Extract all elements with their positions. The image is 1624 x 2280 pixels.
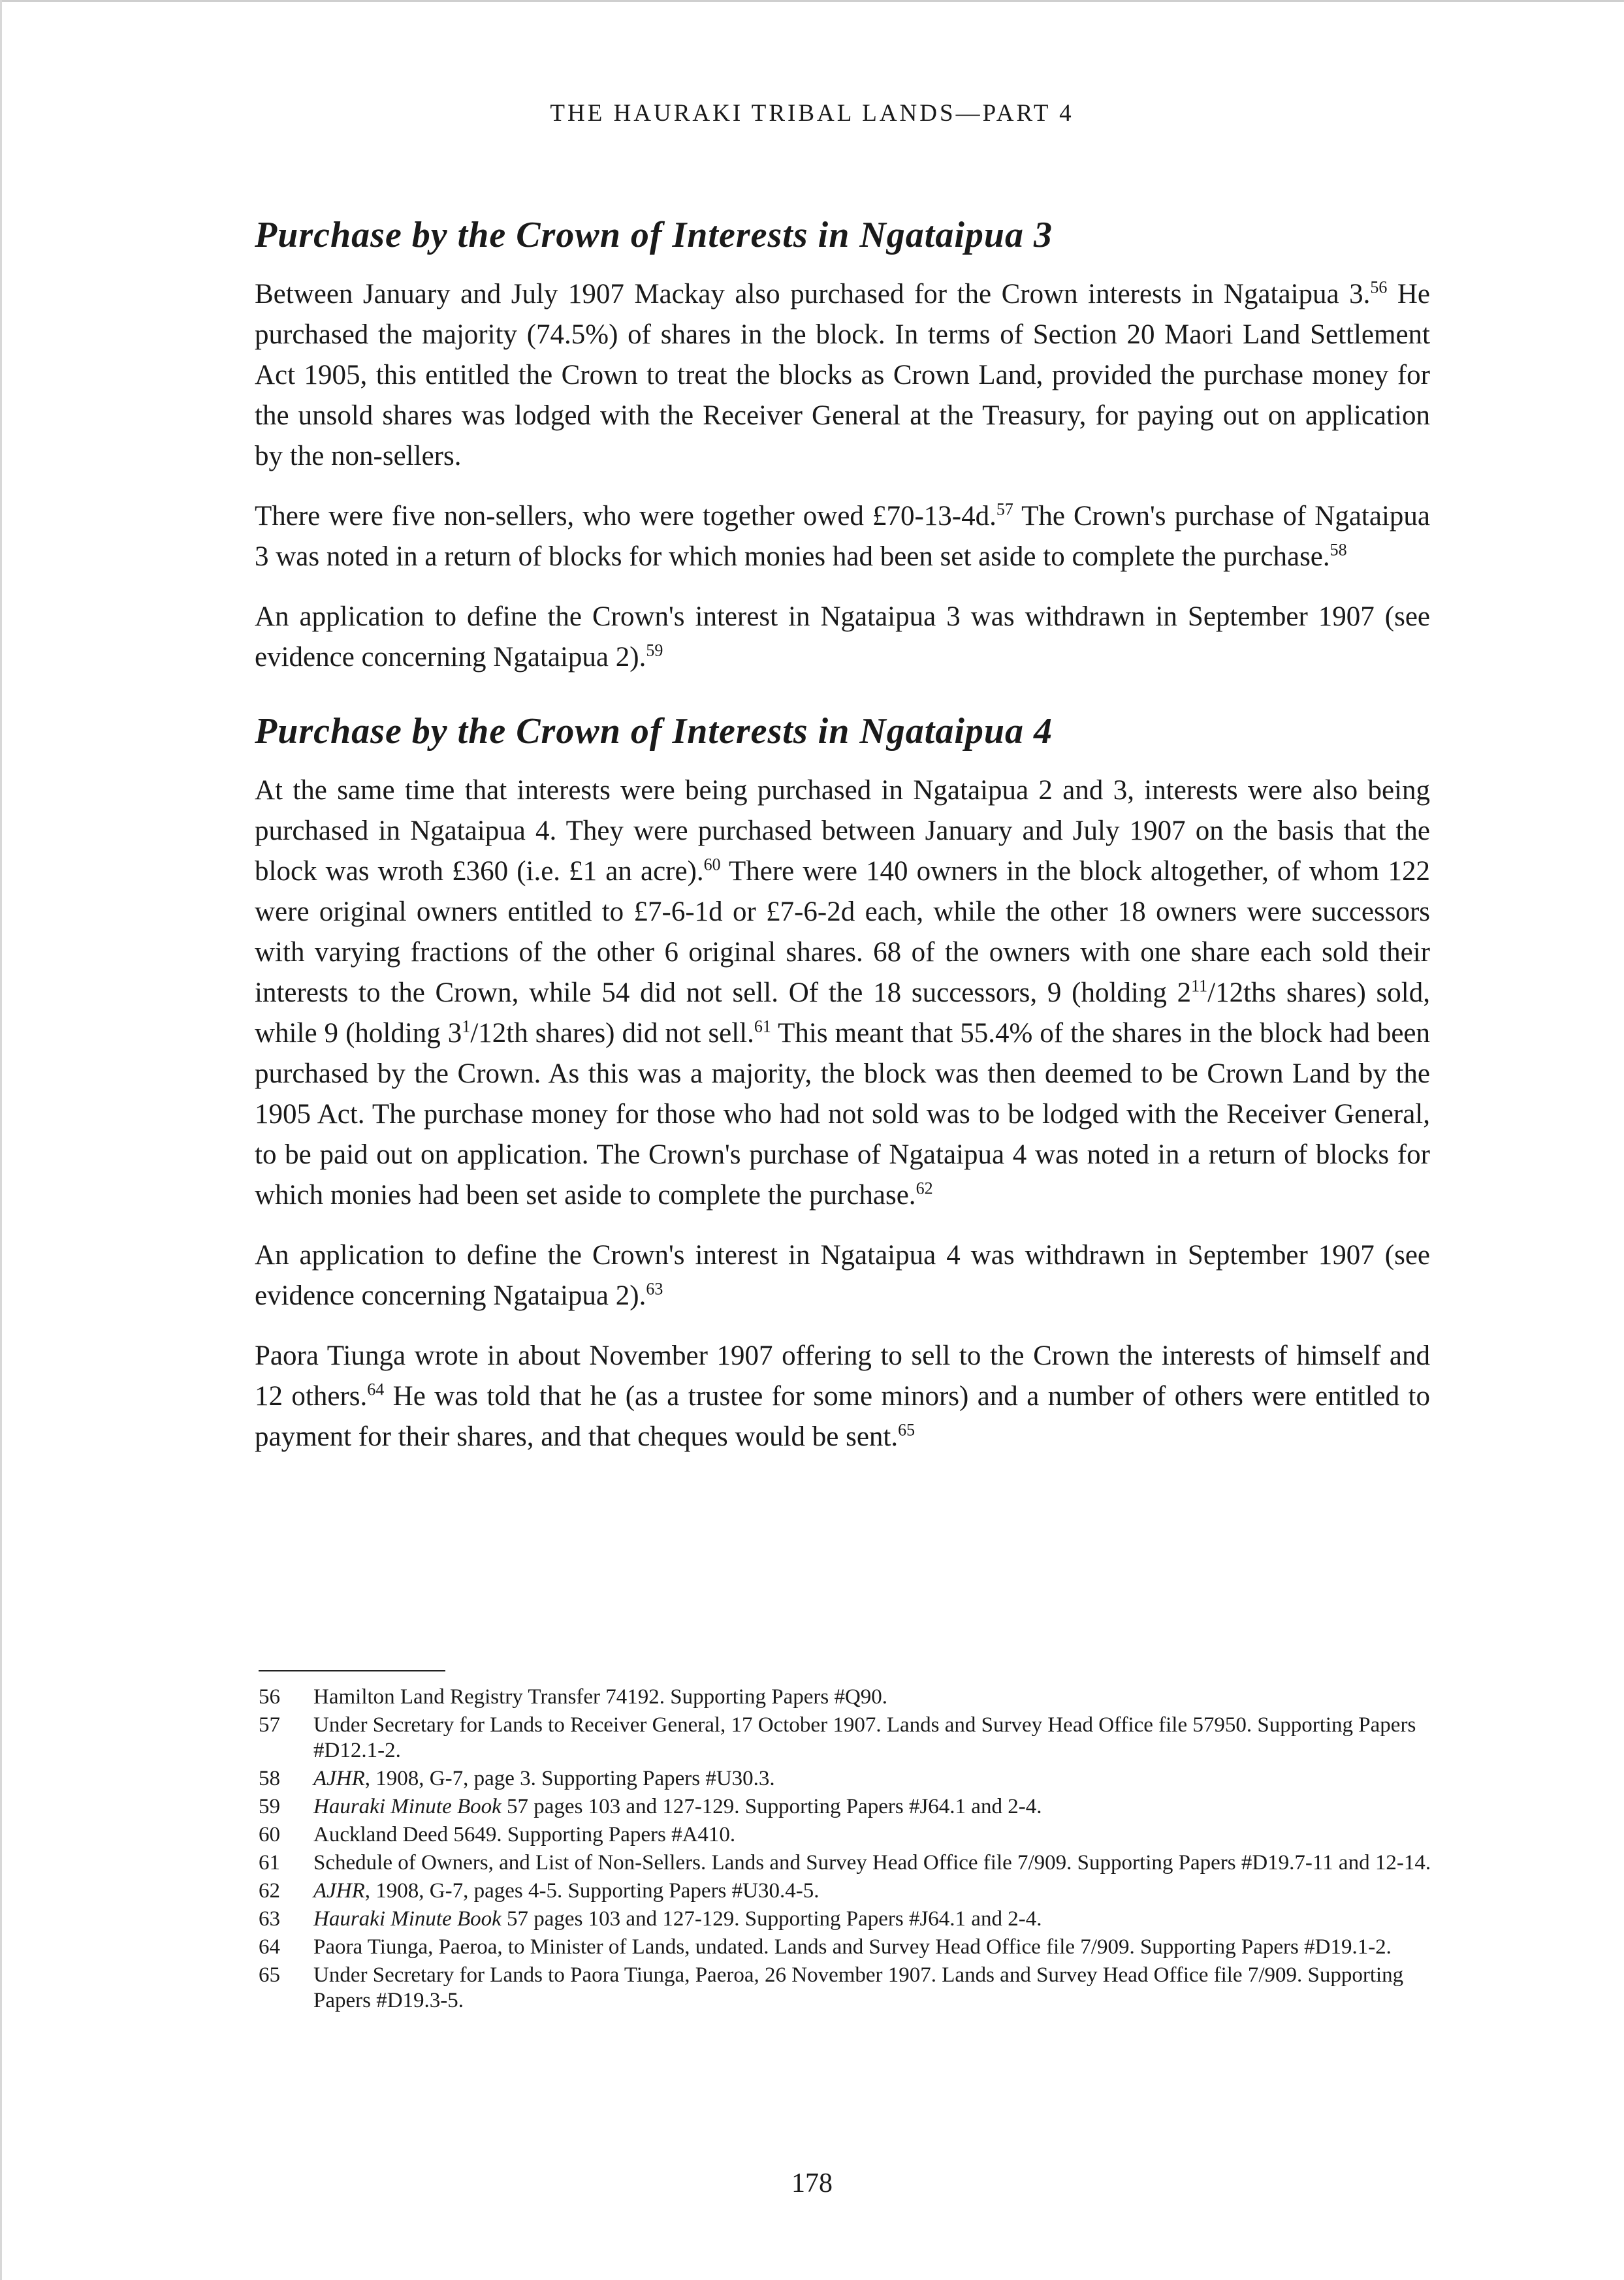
footnote-marker: 65: [898, 1420, 915, 1440]
body-paragraph: [255, 1235, 1430, 1316]
text-run: There were five non-sellers, who were together owed £70-13-4d.: [255, 501, 996, 531]
text-run: Schedule of Owners, and List of Non-Sellers. Lands and Survey Head Office file 7/909. Supporting Papers #D19.7-11 and 12-14.: [313, 1851, 1431, 1875]
footnote-text: [313, 1685, 1447, 1710]
footnote-marker: 61: [754, 1017, 771, 1036]
footnote: [259, 1713, 1447, 1764]
footnote-marker: 60: [703, 855, 721, 874]
text-run: Between January and July 1907 Mackay also purchased for the Crown interests in Ngataipua 3.: [255, 279, 1371, 309]
footnote-text: [313, 1713, 1447, 1764]
footnote-text: [313, 1822, 1447, 1848]
text-run: There were 140 owners in the block altogether, of whom 122 were original owners entitled to £7-6-1d or £7-6-2d each, while the other 18 owners were successors with varying fractions of the other 6 original shares. 68 of the owners with one share each sold their interests to the Crown, while 54 did not sell. Of the 18 successors, 9 (holding 2: [255, 856, 1430, 1008]
text-run: 57 pages 103 and 127-129. Supporting Papers #J64.1 and 2-4.: [501, 1795, 1042, 1818]
text-run: Paora Tiunga wrote in about November 1907 offering to sell to the Crown the interests of himself and 12 others.: [255, 1340, 1430, 1412]
footnote-number: 60: [259, 1823, 280, 1846]
footnote: [259, 1907, 1447, 1932]
text-run: An application to define the Crown's interest in Ngataipua 3 was withdrawn in September 1907 (see evidence concerning Ngataipua 2).: [255, 601, 1430, 673]
footnote-number: 65: [259, 1963, 280, 1987]
footnote-text: [313, 1794, 1447, 1820]
running-head: THE HAURAKI TRIBAL LANDS—PART 4: [550, 100, 1074, 127]
footnote-number: 61: [259, 1851, 280, 1875]
italic-text: AJHR: [313, 1767, 365, 1790]
main-text: [255, 208, 1430, 1483]
text-run: 57 pages 103 and 127-129. Supporting Papers #J64.1 and 2-4.: [501, 1907, 1042, 1931]
text-run: Under Secretary for Lands to Receiver General, 17 October 1907. Lands and Survey Head Office file 57950. Supporting Papers #D12.1-2.: [313, 1713, 1416, 1762]
footnote-marker: 58: [1329, 540, 1347, 560]
footnote-number: 62: [259, 1879, 280, 1903]
footnote-marker: 1: [462, 1017, 471, 1036]
body-paragraph: [255, 496, 1430, 577]
footnote-marker: 59: [646, 641, 663, 660]
text-run: /12ths shares) sold, while 9 (holding 3: [255, 977, 1430, 1049]
page-number: 178: [791, 2168, 833, 2198]
scan-top-edge: [0, 0, 1624, 2]
footnote: [259, 1685, 1447, 1710]
footnote-marker: 63: [646, 1279, 663, 1299]
footnote: [259, 1935, 1447, 1960]
footnote-number: 64: [259, 1935, 280, 1959]
scan-left-edge: [0, 0, 2, 2280]
footnote: [259, 1766, 1447, 1792]
body-paragraph: [255, 597, 1430, 678]
footnote-text: [313, 1850, 1447, 1876]
footnote-marker: 57: [996, 499, 1013, 519]
text-run: He was told that he (as a trustee for some minors) and a number of others were entitled to payment for their shares, and that cheques would be sent.: [255, 1381, 1431, 1452]
footnote-marker: 56: [1370, 277, 1388, 297]
footnote-text: [313, 1963, 1447, 2014]
text-run: Auckland Deed 5649. Supporting Papers #A410.: [313, 1823, 736, 1846]
footnote-marker: 64: [367, 1380, 385, 1399]
footnote-number: 56: [259, 1685, 280, 1709]
text-run: , 1908, G-7, pages 4-5. Supporting Papers #U30.4-5.: [364, 1879, 820, 1903]
body-paragraph: [255, 274, 1430, 477]
footnote-text: [313, 1878, 1447, 1904]
italic-text: Hauraki Minute Book: [313, 1795, 502, 1818]
italic-text: AJHR: [313, 1879, 365, 1903]
footnote: [259, 1850, 1447, 1876]
section-heading: Purchase by the Crown of Interests in Ngataipua 4: [255, 711, 1053, 752]
body-paragraph: [255, 1336, 1430, 1457]
footnote: [259, 1822, 1447, 1848]
footnote-text: [313, 1935, 1447, 1960]
footnote-separator: [259, 1670, 445, 1671]
footnote: [259, 1878, 1447, 1904]
text-run: He purchased the majority (74.5%) of shares in the block. In terms of Section 20 Maori Land Settlement Act 1905, this entitled the Crown to treat the blocks as Crown Land, provided the purchase money for the unsold shares was lodged with the Receiver General at the Treasury, for paying out on application by the non-sellers.: [255, 279, 1430, 471]
text-run: , 1908, G-7, page 3. Supporting Papers #U30.3.: [364, 1767, 775, 1790]
footnote-number: 58: [259, 1767, 280, 1790]
footnote: [259, 1794, 1447, 1820]
text-run: An application to define the Crown's interest in Ngataipua 4 was withdrawn in September 1907 (see evidence concerning Ngataipua 2).: [255, 1240, 1430, 1311]
body-paragraph: [255, 770, 1430, 1216]
footnote-marker: 62: [915, 1179, 933, 1198]
text-run: Hamilton Land Registry Transfer 74192. Supporting Papers #Q90.: [313, 1685, 888, 1709]
footnote-text: [313, 1907, 1447, 1932]
text-run: This meant that 55.4% of the shares in the block had been purchased by the Crown. As this was a majority, the block was then deemed to be Crown Land by the 1905 Act. The purchase money for those who had not sold was to be lodged with the Receiver General, to be paid out on application. The Crown's purchase of Ngataipua 4 was noted in a return of blocks for which monies had been set aside to complete the purchase.: [255, 1018, 1430, 1211]
text-run: /12th shares) did not sell.: [470, 1018, 754, 1049]
footnote: [259, 1963, 1447, 2014]
footnote-number: 57: [259, 1713, 280, 1737]
footnote-marker: 11: [1191, 976, 1208, 996]
footnotes: [259, 1685, 1447, 2016]
italic-text: Hauraki Minute Book: [313, 1907, 502, 1931]
section-heading: Purchase by the Crown of Interests in Ngataipua 3: [255, 215, 1053, 255]
text-run: Under Secretary for Lands to Paora Tiunga, Paeroa, 26 November 1907. Lands and Survey Head Office file 7/909. Supporting Papers #D19.3-5.: [313, 1963, 1404, 2012]
text-run: At the same time that interests were being purchased in Ngataipua 2 and 3, interests were also being purchased in Ngataipua 4. They were purchased between January and July 1907 on the basis that the block was wroth £360 (i.e. £1 an acre).: [255, 775, 1430, 887]
text-run: The Crown's purchase of Ngataipua 3 was noted in a return of blocks for which monies had been set aside to complete the purchase.: [255, 501, 1430, 572]
footnote-text: [313, 1766, 1447, 1792]
text-run: Paora Tiunga, Paeroa, to Minister of Lands, undated. Lands and Survey Head Office file 7/909. Supporting Papers #D19.1-2.: [313, 1935, 1392, 1959]
footnote-number: 59: [259, 1795, 280, 1818]
footnote-number: 63: [259, 1907, 280, 1931]
